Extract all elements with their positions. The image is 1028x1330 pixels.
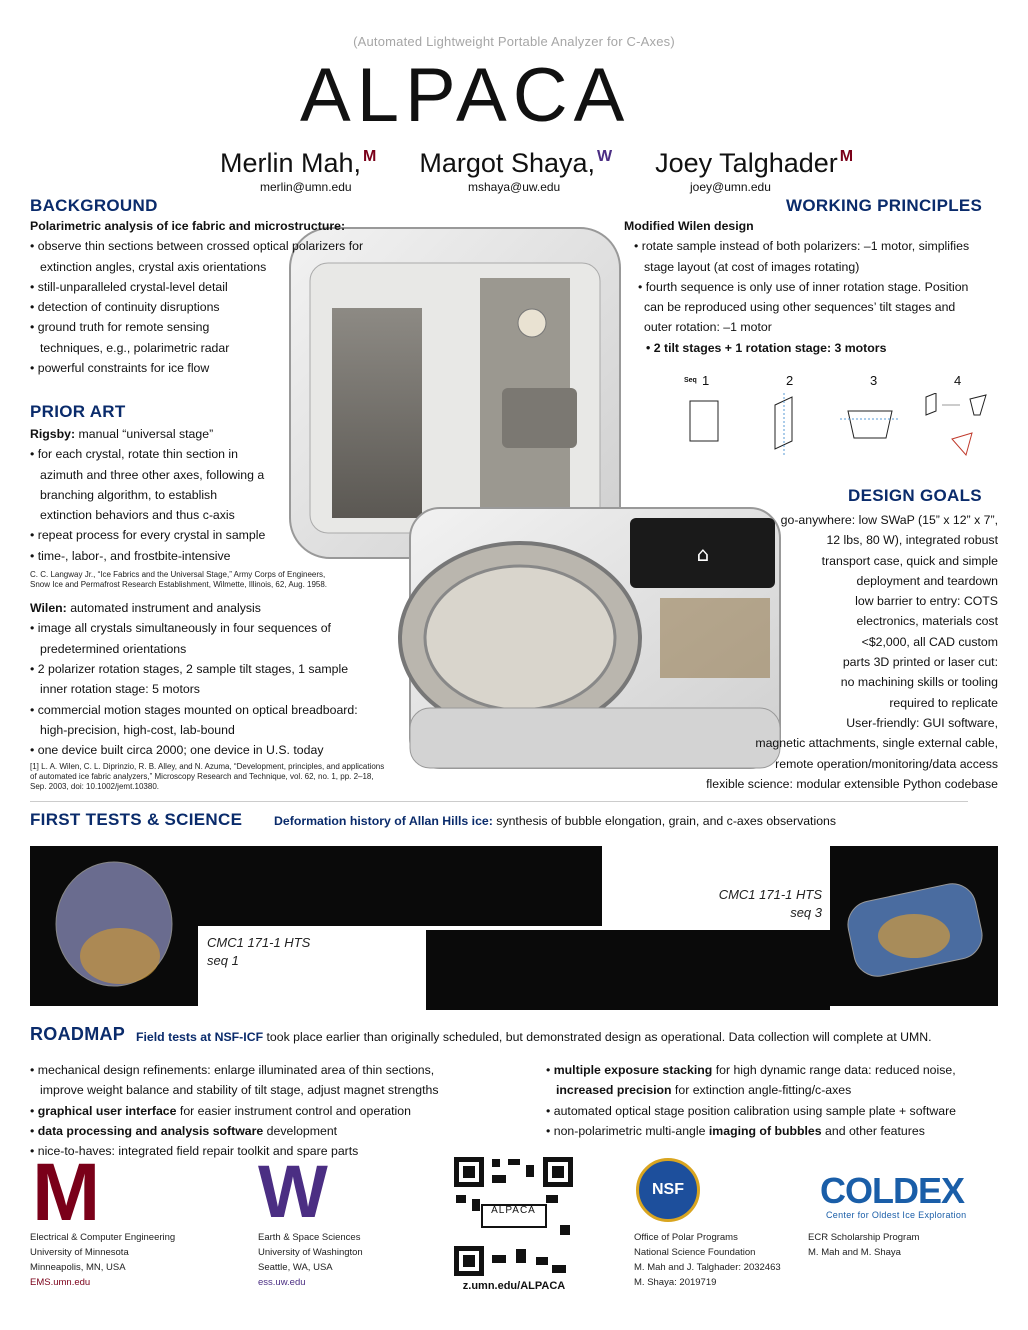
wp-lead: Modified Wilen design xyxy=(624,219,754,233)
roadmap-lead-bold: Field tests at NSF-ICF xyxy=(136,1030,264,1044)
umn-location: Minneapolis, MN, USA xyxy=(30,1262,126,1273)
wilen-text: automated instrument and analysis xyxy=(66,601,261,616)
caption-seq3-line1: CMC1 171-1 HTS xyxy=(718,887,822,902)
list-item-bold: graphical user interface xyxy=(37,1103,177,1118)
seq-label: Seq xyxy=(684,377,697,384)
qr-link[interactable]: z.umn.edu/ALPACA xyxy=(462,1280,566,1292)
uw-info xyxy=(258,1230,363,1290)
background-lead: Polarimetric analysis of ice fabric and microstructure: xyxy=(30,219,346,233)
uw-name: University of Washington xyxy=(258,1247,363,1258)
design-goals-body xyxy=(630,510,998,794)
seq-number: 1 xyxy=(702,373,710,388)
seq3-image-strip xyxy=(426,930,830,1010)
list-item: • nice-to-haves: integrated field repair toolkit and spare parts xyxy=(30,1141,520,1161)
list-item: and other features xyxy=(821,1123,925,1138)
list-item: • observe thin sections between crossed optical polarizers for xyxy=(30,236,390,256)
list-item: • commercial motion stages mounted on optical breadboard: xyxy=(30,700,380,720)
nsf-info xyxy=(634,1230,781,1290)
goal-line: remote operation/monitoring/data access xyxy=(775,756,998,771)
list-item: • still-unparalleled crystal-level detail xyxy=(30,277,390,297)
list-item: • 2 tilt stages + 1 rotation stage: 3 motors xyxy=(624,338,998,358)
umn-logo: M xyxy=(32,1147,101,1238)
coldex-program: ECR Scholarship Program xyxy=(808,1232,920,1243)
caption-seq3 xyxy=(714,886,822,922)
list-item: • automated optical stage position calibration using sample plate + software xyxy=(546,1101,1006,1121)
list-item-cont: azimuth and three other axes, following a xyxy=(40,467,265,482)
list-item-bold: increased precision xyxy=(556,1083,672,1098)
list-item-cont: techniques, e.g., polarimetric radar xyxy=(40,340,230,355)
author-shaya: Margot Shaya, xyxy=(419,148,595,178)
coldex-logo: COLDEX xyxy=(820,1170,965,1211)
poster-subtitle: (Automated Lightweight Portable Analyzer for C-Axes) xyxy=(353,34,675,49)
list-item-bold: imaging of bubbles xyxy=(708,1123,822,1138)
working-principles-body xyxy=(624,216,998,358)
goal-line: transport case, quick and simple xyxy=(821,553,998,568)
list-item: non-polarimetric multi-angle xyxy=(553,1123,709,1138)
list-item-cont: can be reproduced using other sequences’ tilt stages and xyxy=(644,300,956,315)
svg-text:⌂: ⌂ xyxy=(696,542,710,566)
list-item-cont: high-precision, high-cost, lab-bound xyxy=(40,722,235,737)
author-talghader: Joey Talghader xyxy=(655,148,838,178)
alpaca-logo: ALPACA xyxy=(300,53,631,138)
goal-line: go-anywhere: low SWaP (15” x 12” x 7”, xyxy=(780,513,998,527)
list-item-cont: branching algorithm, to establish xyxy=(40,487,218,502)
goal-line: no machining skills or tooling xyxy=(840,675,998,690)
design-goals-heading: DESIGN GOALS xyxy=(848,486,982,505)
umn-m-icon: M xyxy=(839,148,854,165)
goal-line: flexible science: modular extensible Python codebase xyxy=(706,776,998,791)
goal-line: required to replicate xyxy=(889,695,998,710)
roadmap-heading: ROADMAP xyxy=(30,1024,126,1044)
coldex-recipients: M. Mah and M. Shaya xyxy=(808,1247,901,1258)
first-tests-heading: FIRST TESTS & SCIENCE xyxy=(30,810,243,829)
list-item: • for each crystal, rotate thin section in xyxy=(30,444,380,464)
umn-info xyxy=(30,1230,175,1290)
nsf-grant-2: M. Shaya: 2019719 xyxy=(634,1277,717,1288)
list-item: • time-, labor-, and frostbite-intensive xyxy=(30,546,380,566)
seq3-main-image xyxy=(830,846,998,1006)
goal-line: deployment and teardown xyxy=(856,573,998,588)
uw-logo: W xyxy=(258,1150,328,1233)
email-shaya[interactable]: mshaya@uw.edu xyxy=(468,180,561,194)
list-item: • detection of continuity disruptions xyxy=(30,297,390,317)
rigsby-label: Rigsby: xyxy=(30,427,76,441)
uw-location: Seattle, WA, USA xyxy=(258,1262,333,1273)
email-mah[interactable]: merlin@umn.edu xyxy=(260,180,352,194)
umn-link[interactable]: EMS.umn.edu xyxy=(30,1277,91,1288)
background-body xyxy=(30,216,390,378)
list-item-cont: extinction behaviors and thus c-axis xyxy=(40,508,235,523)
uw-w-icon: W xyxy=(597,148,613,165)
list-item: • one device built circa 2000; one device in U.S. today xyxy=(30,740,380,760)
caption-seq3-line2: seq 3 xyxy=(790,905,822,920)
coldex-subtitle: Center for Oldest Ice Exploration xyxy=(826,1210,967,1220)
section-divider xyxy=(30,801,968,802)
list-item-cont: inner rotation stage: 5 motors xyxy=(40,682,200,697)
roadmap-right-list xyxy=(546,1060,1006,1141)
caption-seq1 xyxy=(207,934,310,970)
roadmap-lead xyxy=(136,1030,1006,1044)
goal-line: 12 lbs, 80 W), integrated robust xyxy=(826,533,998,548)
background-heading: BACKGROUND xyxy=(30,196,158,215)
goal-line: electronics, materials cost xyxy=(856,614,998,629)
coldex-info xyxy=(808,1230,919,1260)
rigsby-text: manual “universal stage” xyxy=(75,427,214,441)
email-talghader[interactable]: joey@umn.edu xyxy=(690,180,771,194)
umn-dept: Electrical & Computer Engineering xyxy=(30,1232,176,1243)
goal-line: magnetic attachments, single external cable, xyxy=(755,736,998,751)
list-item-cont: improve weight balance and stability of tilt stage, adjust magnet strengths xyxy=(40,1083,439,1098)
caption-seq1-line2: seq 1 xyxy=(207,953,239,968)
list-item: for high dynamic range data: reduced noise, xyxy=(712,1063,956,1077)
list-item-bold: multiple exposure stacking xyxy=(553,1063,713,1077)
list-item: for extinction angle-fitting/c-axes xyxy=(671,1083,852,1098)
list-item: • repeat process for every crystal in sample xyxy=(30,525,380,545)
umn-name: University of Minnesota xyxy=(30,1247,129,1258)
uw-dept: Earth & Space Sciences xyxy=(258,1232,361,1243)
seq-number: 4 xyxy=(954,373,962,388)
working-principles-heading: WORKING PRINCIPLES xyxy=(786,196,983,215)
umn-m-icon: M xyxy=(363,148,377,165)
nsf-office: Office of Polar Programs xyxy=(634,1232,738,1243)
seq-number: 3 xyxy=(870,373,878,388)
prior-art-heading: PRIOR ART xyxy=(30,402,126,421)
caption-seq1-line1: CMC1 171-1 HTS xyxy=(207,935,311,950)
sequence-diagram xyxy=(680,373,1000,463)
reference-wilen: [1] L. A. Wilen, C. L. Diprinzio, R. B. Alley, and N. Azuma, “Development, principles, and applications of automated ice fabric analyzers,” Microscopy Research and Technique, vol. 62, no. 1, pp. 2–18, Sep. 2003, doi: 10.1002/jemt.10380. xyxy=(30,762,385,792)
list-item-cont: extinction angles, crystal axis orientations xyxy=(40,259,267,274)
seq1-main-image xyxy=(30,846,198,1006)
roadmap-left-list xyxy=(30,1060,520,1161)
nsf-grant-1: M. Mah and J. Talghader: 2032463 xyxy=(634,1262,781,1273)
author-mah: Merlin Mah, xyxy=(220,148,362,178)
reference-langway: C. C. Langway Jr., “Ice Fabrics and the Universal Stage,” Army Corps of Engineers, Snow Ice and Permafrost Research Establishment, Wilmette, Illinois, 62, Aug. 1958. xyxy=(30,570,328,590)
nsf-name: National Science Foundation xyxy=(634,1247,756,1258)
seq-number: 2 xyxy=(786,373,794,388)
goal-line: User-friendly: GUI software, xyxy=(846,715,998,730)
goal-line: parts 3D printed or laser cut: xyxy=(842,655,998,670)
list-item: development xyxy=(263,1123,338,1138)
goal-line: <$2,000, all CAD custom xyxy=(861,634,998,649)
list-item: • image all crystals simultaneously in four sequences of xyxy=(30,618,380,638)
list-item: • fourth sequence is only use of inner rotation stage. Position xyxy=(624,277,998,297)
list-item: • powerful constraints for ice flow xyxy=(30,358,390,378)
list-item: • ground truth for remote sensing xyxy=(30,317,390,337)
wilen-label: Wilen: xyxy=(30,601,67,616)
sequence-shapes xyxy=(680,393,1000,463)
first-tests-lead-bold: Deformation history of Allan Hills ice: xyxy=(274,814,493,828)
nsf-logo: NSF xyxy=(636,1158,700,1222)
list-item: • 2 polarizer rotation stages, 2 sample tilt stages, 1 sample xyxy=(30,659,380,679)
list-item: • mechanical design refinements: enlarge illuminated area of thin sections, xyxy=(30,1060,520,1080)
uw-link[interactable]: ess.uw.edu xyxy=(258,1277,306,1288)
roadmap-lead-text: took place earlier than originally scheduled, but demonstrated design as operational. Data collection will complete at UMN. xyxy=(263,1030,932,1044)
list-item-cont: stage layout (at cost of images rotating) xyxy=(644,259,860,274)
first-tests-lead-text: synthesis of bubble elongation, grain, and c-axes observations xyxy=(492,814,837,828)
list-item: • rotate sample instead of both polarizers: –1 motor, simplifies xyxy=(624,236,998,256)
prior-art-body xyxy=(30,424,385,792)
list-item-cont: predetermined orientations xyxy=(40,641,187,656)
first-tests-lead xyxy=(274,814,836,828)
qr-inner-label: ALPACA xyxy=(491,1205,536,1216)
qr-code[interactable] xyxy=(452,1155,575,1278)
author-list xyxy=(220,148,853,179)
list-item: for easier instrument control and operation xyxy=(176,1103,411,1118)
list-item-cont: outer rotation: –1 motor xyxy=(644,320,772,335)
list-item-bold: data processing and analysis software xyxy=(37,1123,264,1138)
goal-line: low barrier to entry: COTS xyxy=(855,594,998,609)
